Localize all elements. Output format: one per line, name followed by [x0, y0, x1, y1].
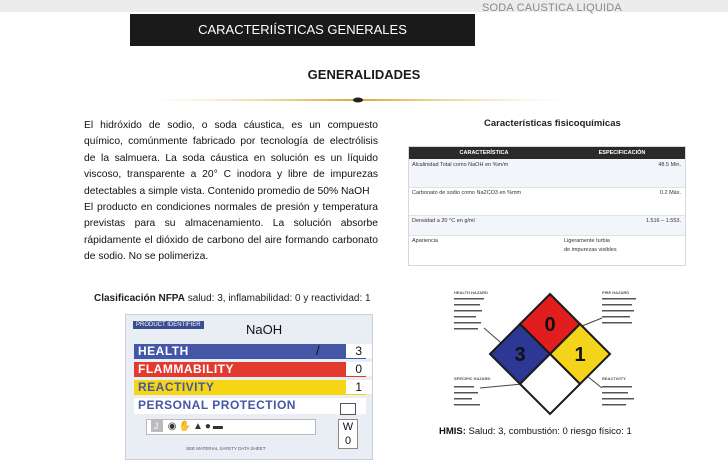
nfpa-diamond-figure	[452, 288, 672, 418]
specific-hazard-legend	[454, 376, 491, 406]
personal-protection-label: PERSONAL PROTECTION	[138, 398, 296, 412]
fire-hazard-title: FIRE HAZARD	[602, 290, 630, 295]
table-cell-spec: 48.5 Min.	[658, 162, 681, 168]
properties-title: Características fisicoquímicas	[484, 118, 621, 129]
legend-line	[454, 328, 478, 330]
section-banner	[130, 14, 475, 46]
top-bar	[0, 0, 728, 12]
flammability-label: FLAMMABILITY	[138, 362, 234, 376]
ppe-symbol-box	[338, 419, 358, 449]
table-cell-name: Apariencia	[412, 238, 438, 244]
product-identifier-label: PRODUCT IDENTIFIER	[133, 321, 204, 329]
table-cell-name: Alcalinidad Total como NaOH en %m/m	[412, 162, 509, 168]
table-cell-spec: 0.2 Máx.	[659, 190, 681, 196]
intro-paragraph-1: El hidróxido de sodio, o soda cáustica, es un compuesto químico, comúnmente fabricado por tecnología de electrólisis de la salmuera. La soda cáustica en solución es un líquido viscoso, transparente a 20° C inodora y libre de impurezas detectables a simple vista. Contenido promedio de 50% NaOH	[84, 120, 378, 197]
table-cell-name: Carbonato de sodio como Na2CO3 en %mm	[412, 190, 522, 196]
table-row	[409, 235, 685, 265]
legend-line	[454, 304, 480, 306]
legend-line	[454, 310, 482, 312]
reactivity-label: REACTIVITY	[138, 380, 215, 394]
respirator-icon: ●	[204, 421, 213, 432]
reactivity-rating: 1	[346, 380, 372, 394]
health-row	[134, 344, 366, 359]
table-cell-spec-line-1: Ligeramente turbia	[564, 238, 610, 244]
generalidades-heading: GENERALIDADES	[307, 67, 421, 82]
table-cell-name: Densidad a 20 °C en g/ml	[412, 218, 475, 224]
boots-icon: ▬	[212, 421, 225, 432]
legend-line	[454, 398, 472, 400]
flammability-row	[134, 362, 366, 377]
legend-line	[454, 322, 481, 324]
apron-icon: ▲	[192, 421, 205, 432]
ppe-symbol-2: 0	[344, 435, 352, 447]
diamond-top-value: 0	[544, 314, 556, 336]
intro-paragraph-2: El producto en condiciones normales de presión y temperatura previstas para su almacenamiento. La solución absorbe rápidamente el dióxido de carbono del aire formando carbonato de sodio. No se polimeriza.	[84, 202, 378, 263]
legend-line	[602, 298, 636, 300]
connector-reactivity	[587, 376, 602, 388]
diamond-left-value: 3	[514, 344, 526, 366]
label-footer: SEE MATERIAL SAFETY DATA SHEET	[186, 446, 266, 451]
intro-text	[84, 118, 378, 266]
reactivity-legend	[602, 376, 634, 406]
legend-line	[602, 322, 632, 324]
table-header-specification: ESPECIFICACIÓN	[559, 147, 685, 159]
health-hazard-title: HEALTH HAZARD	[454, 290, 488, 295]
health-hazard-legend	[454, 290, 488, 330]
legend-line	[602, 404, 626, 406]
section-title: CARACTERIÍSTICAS GENERALES	[198, 22, 407, 37]
fire-hazard-legend	[602, 290, 636, 324]
hmis-label-card	[125, 314, 373, 460]
legend-line	[454, 392, 478, 394]
hmis-caption-text: Salud: 3, combustión: 0 riesgo físico: 1	[465, 426, 632, 437]
product-identifier-value: NaOH	[246, 322, 283, 337]
health-label: HEALTH	[138, 344, 189, 358]
heading-divider	[148, 96, 568, 104]
ppe-symbol: W	[342, 421, 354, 433]
nfpa-classification	[94, 292, 376, 305]
nfpa-values: salud: 3, inflamabilidad: 0 y reactividad: 1	[184, 293, 371, 304]
ppe-checkbox	[340, 403, 356, 415]
nfpa-label: Clasificación NFPA	[94, 293, 185, 304]
table-cell-spec-line-2: de impurezas visibles	[564, 247, 617, 253]
table-header-characteristic: CARACTERÍSTICA	[409, 147, 559, 159]
personal-protection-row	[134, 398, 366, 414]
legend-line	[454, 316, 476, 318]
connector-specific	[480, 384, 522, 388]
health-chronic-mark: /	[316, 343, 320, 358]
specific-hazard-title: SPECIFIC HAZARD	[454, 376, 491, 381]
reactivity-row	[134, 380, 366, 395]
legend-line	[602, 316, 630, 318]
reactivity-title: REACTIVITY	[602, 376, 626, 381]
ppe-letter: J	[151, 420, 163, 432]
legend-line	[602, 310, 634, 312]
diamond-right-value: 1	[574, 344, 586, 366]
product-title: SODA CAUSTICA LIQUIDA	[482, 2, 622, 14]
legend-line	[602, 304, 632, 306]
health-rating: 3	[346, 344, 372, 358]
ppe-icons-strip	[146, 419, 316, 435]
legend-line	[454, 298, 484, 300]
flammability-rating: 0	[346, 362, 372, 376]
legend-line	[602, 398, 634, 400]
hmis-caption-label: HMIS:	[439, 426, 466, 437]
properties-table	[408, 146, 686, 266]
legend-line	[454, 404, 480, 406]
goggles-icon: ◉	[167, 421, 179, 432]
hmis-caption	[439, 426, 632, 437]
gloves-icon: ✋	[178, 421, 193, 432]
legend-line	[454, 386, 474, 388]
divider-ornament	[353, 98, 363, 103]
table-cell-spec: 1.516 – 1.553.	[645, 218, 681, 224]
legend-line	[602, 392, 628, 394]
legend-line	[602, 386, 632, 388]
nfpa-diamond	[490, 294, 610, 414]
